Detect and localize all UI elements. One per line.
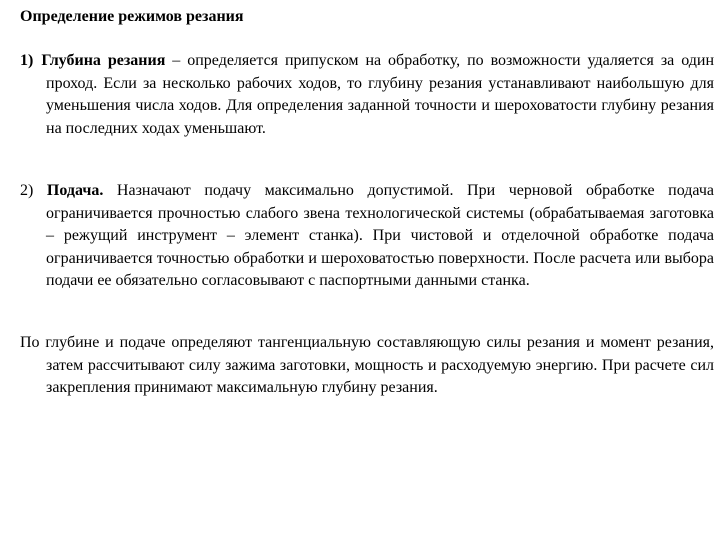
paragraph-text: По глубине и подаче определяют тангенциальную составляющую силы резания и момент резания, затем рассчитывают силу зажима заготовки, мощность и расходуемую энергию. При расчете сил закрепления принимают максимальную глубину резания. (20, 334, 714, 396)
page-title: Определение режимов резания (20, 8, 244, 25)
paragraph-text: – определяется припуском на обработку, по возможности удаляется за один проход. Если за несколько рабочих ходов, то глубину резания устанавливают наибольшую для уменьшения числа ходов. Для определения заданной точности и шероховатости глубину резания на последних ходах уменьшают. (46, 52, 715, 137)
term-feed: Подача. (46, 182, 104, 199)
paragraph-cutting-depth (20, 50, 714, 140)
paragraph-number: 1) (20, 52, 34, 69)
paragraph-number: 2) (20, 182, 34, 199)
paragraph-text: Назначают подачу максимально допустимой. При черновой обработке подача ограничивается прочностью слабого звена технологической системы (обрабатываемая заготовка – режущий инструмент – элемент станка). При чистовой и отделочной обработке подача ограничивается точностью обработки и шероховатостью поверхности. После расчета или выбора подачи ее обязательно согласовывают с паспортными данными станка. (46, 182, 715, 289)
paragraph-summary (20, 332, 714, 400)
term-cutting-depth: Глубина резания (41, 52, 166, 69)
paragraph-feed (20, 180, 714, 293)
